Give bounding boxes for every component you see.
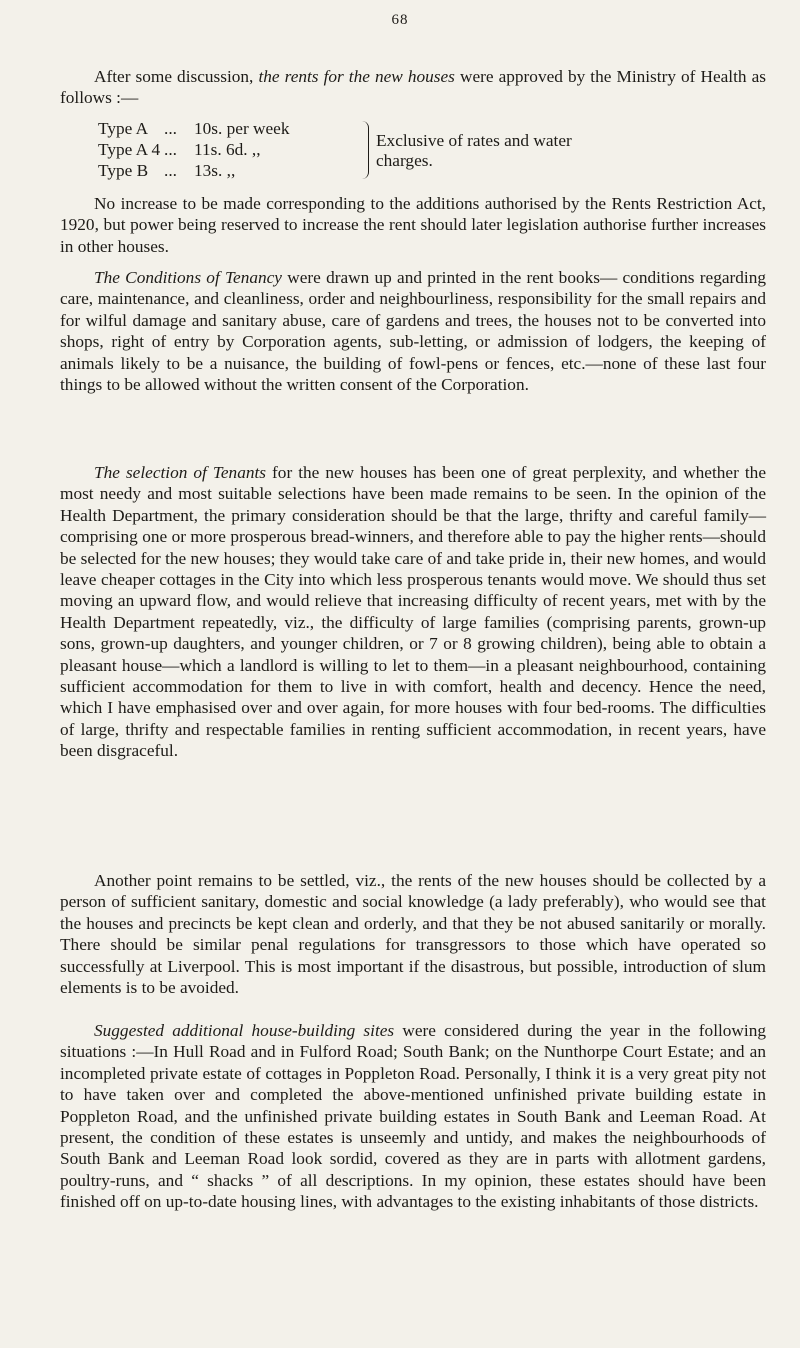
conditions-heading: The Conditions of Tenancy: [94, 268, 282, 287]
rent-table: [98, 119, 738, 185]
increase-paragraph: [60, 193, 766, 257]
intro-post: were approved by the Ministry of Health as follows :—: [60, 67, 766, 108]
rent-dots: ...: [164, 140, 177, 159]
suggested-paragraph: [60, 1020, 766, 1213]
increase-text: No increase to be made corresponding to the additions authorised by the Rents Restriction Act, 1920, but power being reserved to increase the rent should later legislation authorise further increases in other houses.: [60, 194, 766, 256]
another-paragraph: [60, 870, 766, 998]
page-number: 68: [391, 12, 409, 28]
brace-divider: [360, 121, 369, 179]
rent-amount: 13s. ,,: [194, 161, 236, 180]
rent-row: [98, 161, 235, 182]
selection-heading: The selection of Tenants: [94, 463, 267, 482]
intro-paragraph: [60, 66, 766, 109]
rent-row: [98, 140, 261, 161]
rent-dots: ...: [164, 161, 177, 180]
rent-note: Exclusive of rates and water charges.: [376, 131, 572, 170]
another-text: Another point remains to be settled, viz., the rents of the new houses should be collected by a person of sufficient sanitary, domestic and social knowledge (a lady preferably), who would see that the houses and precincts be kept clean and orderly, and that they be not abused sanitarily or morally. There should be similar penal regulations for transgressors to those which have operated so successfully at Liverpool. This is most important if the disastrous, but possible, introduction of slum elements is to be avoided.: [60, 871, 766, 998]
suggested-text: were considered during the year in the following situations :—In Hull Road and in Fulford Road; South Bank; on the Nunthorpe Court Estate; and an incompleted private estate of cottages in Poppleton Road. Personally, I think it is a very great pity not to have taken over and completed the above-mentioned unfinished private building estate in Poppleton Road, and the unfinished private building estates in South Bank and Leeman Road. At present, the condition of these estates is unseemly and untidy, and makes the neighbourhoods of South Bank and Leeman Road look sordid, covered as they are in parts with allotment gardens, poultry-runs, and “ shacks ” of all descriptions. In my opinion, these estates should have been finished off on up-to-date housing lines, with advantages to the existing inhabitants of those districts.: [60, 1021, 766, 1212]
intro-emphasis: the rents for the new houses: [258, 67, 455, 86]
rent-type: Type A 4: [98, 140, 161, 159]
intro-pre: After some discussion,: [94, 67, 259, 86]
rent-type: Type A: [98, 119, 149, 138]
selection-paragraph: [60, 462, 766, 762]
rent-amount: 10s. per week: [194, 119, 290, 138]
conditions-text: were drawn up and printed in the rent books— conditions regarding care, maintenance, and cleanliness, order and neighbourliness, responsibility for the small repairs and for wilful damage and sanitary abuse, care of gardens and trees, the houses not to be converted into shops, right of entry by Corporation agents, sub-letting, or admission of lodgers, the keeping of animals likely to be a nuisance, the building of fowl-pens or fences, etc.—none of these last four things to be allowed without the written consent of the Corporation.: [60, 268, 766, 395]
rent-row: [98, 119, 290, 140]
rent-amount: 11s. 6d. ,,: [194, 140, 261, 159]
conditions-paragraph: [60, 267, 766, 395]
suggested-heading: Suggested additional house-building sites: [94, 1021, 395, 1040]
selection-text: for the new houses has been one of great perplexity, and whether the most needy and most suitable selections have been made remains to be seen. In the opinion of the Health Department, the primary consideration should be that the large, thrifty and careful family— comprising one or more prosperous bread-winners, and therefore able to pay the higher rents—should be selected for the new houses; they would take care of and take pride in, their new homes, and would leave cheaper cottages in the City into which less prosperous tenants would move. We should thus set moving an upward flow, and would relieve that increasing difficulty of recent years, met with by the Health Department repeatedly, viz., the difficulty of large families (comprising parents, grown-up sons, grown-up daughters, and younger children, or 7 or 8 growing children), being able to obtain a pleasant house—which a landlord is willing to let to them—in a pleasant neighbourhood, containing sufficient accommodation for them to live in with comfort, health and decency. Hence the need, which I have emphasised over and over again, for more houses with four bed-rooms. The difficulties of large, thrifty and respectable families in renting sufficient accommodation, in recent years, have been disgraceful.: [60, 463, 766, 761]
rent-type: Type B: [98, 161, 149, 180]
rent-dots: ...: [164, 119, 177, 138]
